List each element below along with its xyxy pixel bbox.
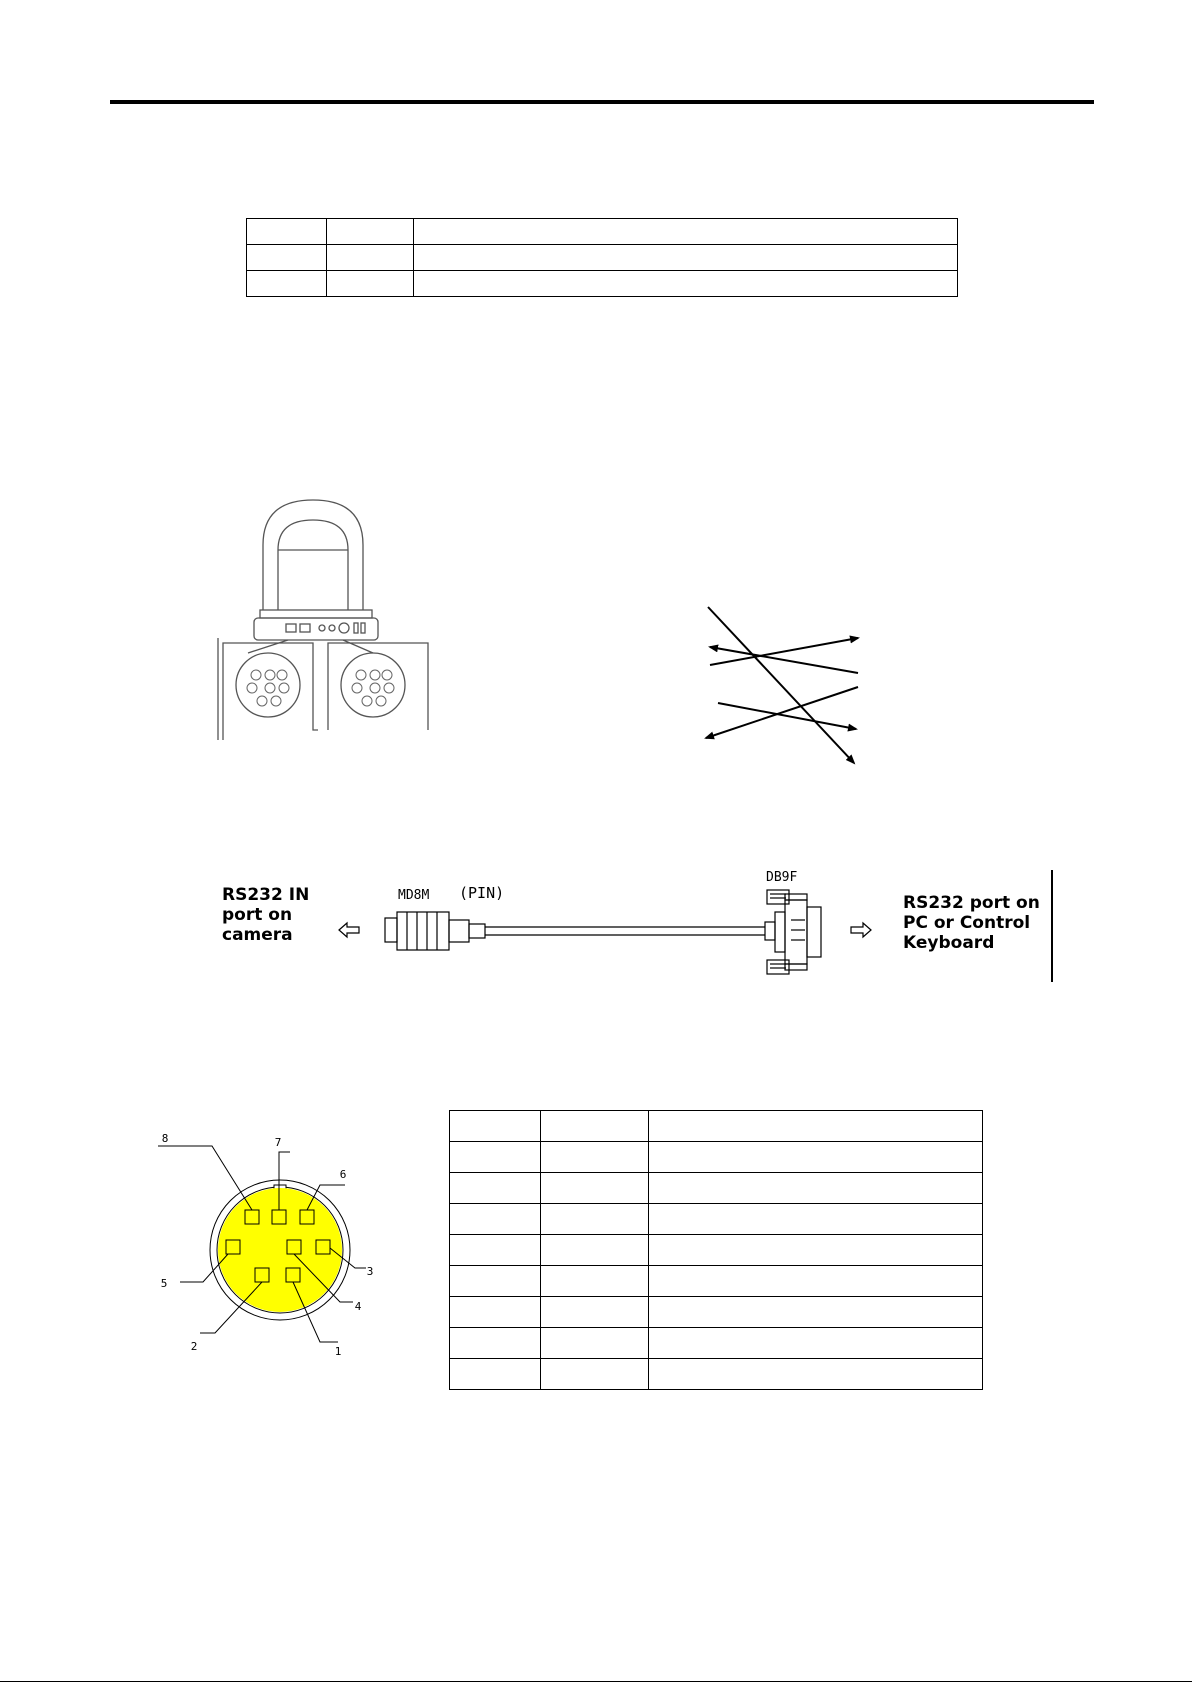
table-row xyxy=(450,1111,983,1142)
md8m-label: MD8M xyxy=(398,888,430,903)
table-row xyxy=(247,271,958,297)
db9f-label: DB9F xyxy=(766,870,798,885)
wiring-crossover-diagram xyxy=(690,595,880,770)
pin-number: 6 xyxy=(339,1168,347,1181)
pin-number: 2 xyxy=(190,1340,198,1353)
pin-number: 8 xyxy=(161,1132,169,1145)
table-row xyxy=(247,245,958,271)
header-rule xyxy=(110,100,1094,104)
cable-left-label: RS232 IN port on camera xyxy=(222,885,310,945)
pin-number: 3 xyxy=(366,1265,374,1278)
pin-label: (PIN) xyxy=(459,884,505,902)
pin-number: 1 xyxy=(334,1345,342,1358)
table-row xyxy=(450,1328,983,1359)
table-row xyxy=(450,1359,983,1390)
pin-number: 5 xyxy=(160,1277,168,1290)
pin-table xyxy=(449,1110,983,1390)
table-row xyxy=(247,219,958,245)
table-row xyxy=(450,1173,983,1204)
table-row xyxy=(450,1235,983,1266)
mini-din-8-pinout-diagram xyxy=(140,1130,420,1360)
table-row xyxy=(450,1297,983,1328)
table-row xyxy=(450,1204,983,1235)
pin-number: 4 xyxy=(354,1300,362,1313)
pin-number: 7 xyxy=(274,1136,282,1149)
footer-rule xyxy=(0,1681,1192,1682)
rs232-cable-illustration xyxy=(335,880,875,990)
cable-right-label: RS232 port on PC or Control Keyboard xyxy=(903,893,1040,953)
table-row xyxy=(450,1266,983,1297)
table-row xyxy=(450,1142,983,1173)
camera-rear-illustration xyxy=(178,490,448,740)
right-edge-rule xyxy=(1051,870,1053,982)
top-table xyxy=(246,218,958,297)
